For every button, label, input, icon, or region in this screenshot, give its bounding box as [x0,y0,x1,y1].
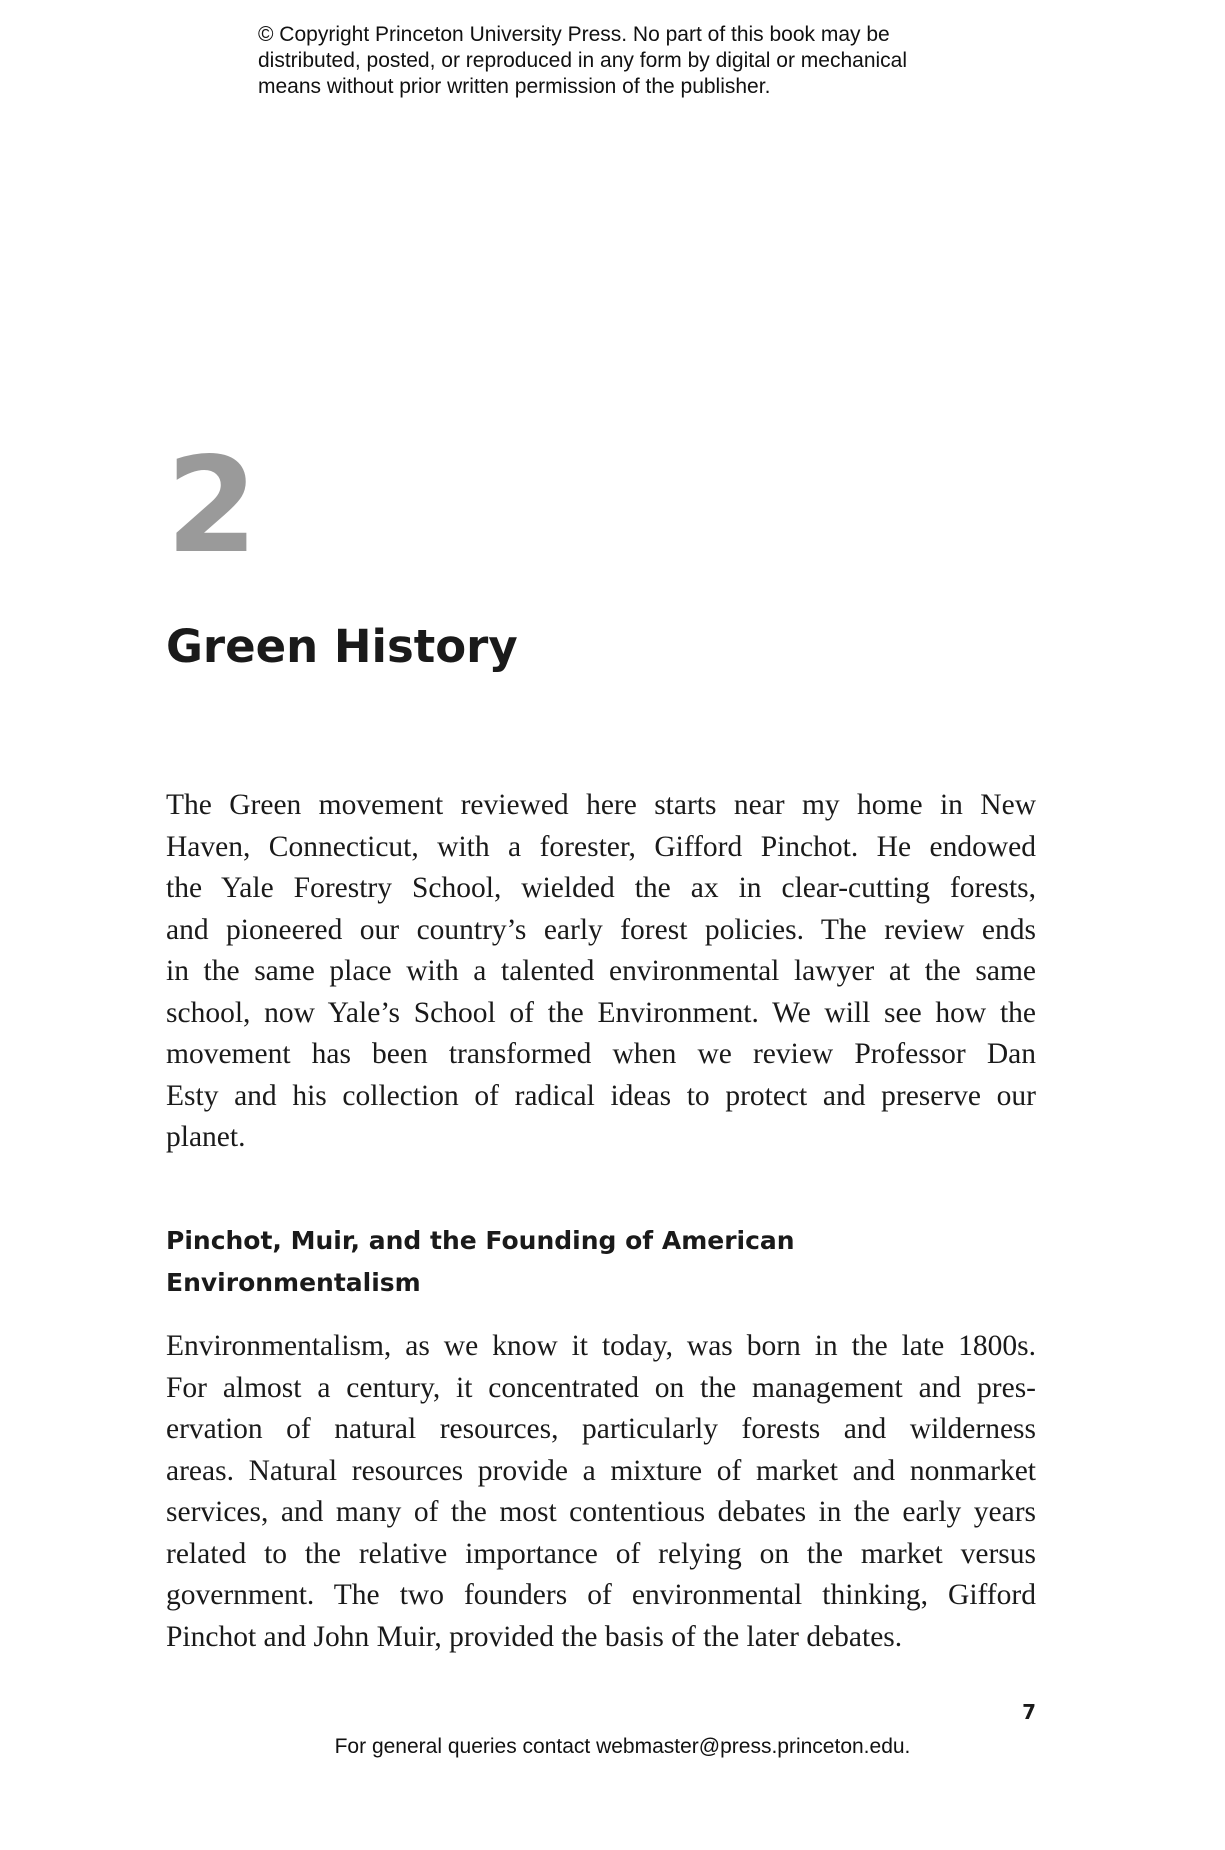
paragraph-line: The Green movement reviewed here starts near my home in New [166,789,1036,821]
paragraph-line: services, and many of the most contentious debates in the early years [166,1496,1036,1528]
paragraph-line: areas. Natural resources provide a mixture of market and nonmarket [166,1454,1036,1487]
paragraph-line: government. The two founders of environmental thinking, Gifford [166,1579,1036,1611]
chapter-number: 2 [166,429,258,583]
paragraph-line: planet. [166,1121,246,1153]
paragraph-line: Haven, Connecticut, with a forester, Gifford Pinchot. He endowed [166,830,1036,863]
paragraph-line: For almost a century, it concentrated on the management and pres- [166,1371,1036,1404]
paragraph-line: in the same place with a talented environmental lawyer at the same [166,955,1036,987]
section-paragraph [166,1326,1036,1658]
paragraph-line: school, now Yale’s School of the Environment. We will see how the [166,996,1036,1029]
paragraph-line: Environmentalism, as we know it today, was born in the late 1800s. [166,1330,1036,1362]
paragraph-line: Esty and his collection of radical ideas to protect and preserve our [166,1079,1036,1112]
intro-paragraph [166,785,1036,1159]
paragraph-line: and pioneered our country’s early forest policies. The review ends [166,913,1036,946]
section-heading-line: Environmentalism [166,1268,421,1297]
chapter-title: Green History [166,620,518,673]
paragraph-line: Pinchot and John Muir, provided the basis of the later debates. [166,1620,903,1653]
copyright-line: means without prior written permission of the publisher. [258,75,771,98]
paragraph-line: related to the relative importance of relying on the market versus [166,1537,1036,1570]
footer-notice [0,1734,1225,1760]
footer-text: For general queries contact webmaster@press.princeton.edu. [334,1735,911,1758]
paragraph-line: movement has been transformed when we review Professor Dan [166,1038,1036,1070]
copyright-line: distributed, posted, or reproduced in any form by digital or mechanical [258,49,908,72]
copyright-line: © Copyright Princeton University Press. No part of this book may be [258,23,890,46]
copyright-notice [258,22,978,100]
paragraph-line: the Yale Forestry School, wielded the ax in clear-cutting forests, [166,872,1036,904]
section-heading [166,1220,866,1304]
section-heading-line: Pinchot, Muir, and the Founding of American [166,1226,795,1255]
paragraph-line: ervation of natural resources, particularly forests and wilderness [166,1413,1036,1445]
page-number: 7 [1022,1700,1036,1724]
